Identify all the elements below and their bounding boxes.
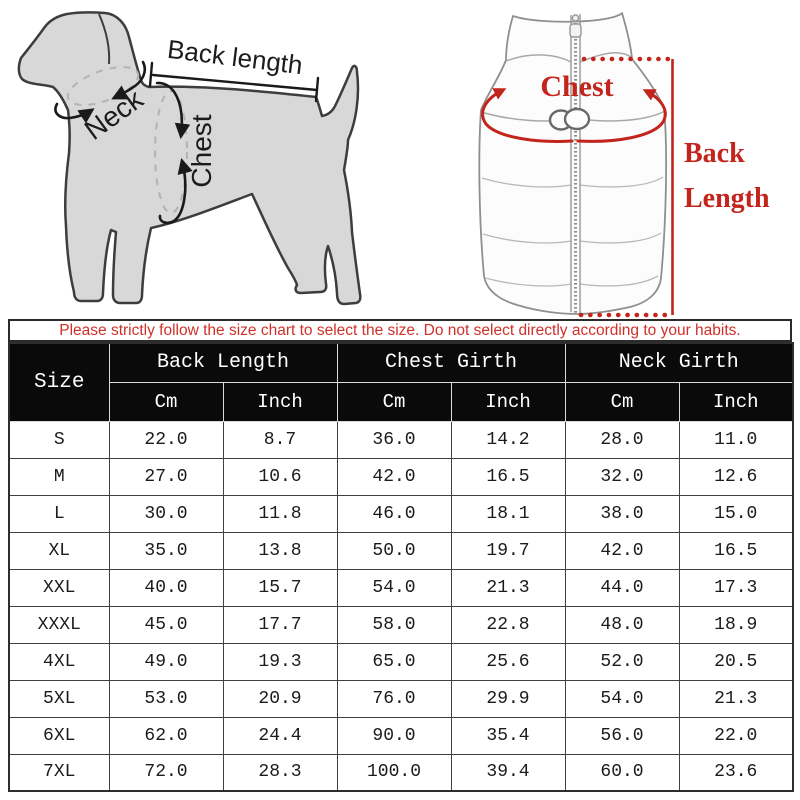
value-cell: 28.3 bbox=[223, 754, 337, 791]
value-cell: 35.4 bbox=[451, 717, 565, 754]
value-cell: 35.0 bbox=[109, 532, 223, 569]
value-cell: 76.0 bbox=[337, 680, 451, 717]
size-table-header bbox=[9, 343, 793, 421]
value-cell: 45.0 bbox=[109, 606, 223, 643]
value-cell: 72.0 bbox=[109, 754, 223, 791]
value-cell: 32.0 bbox=[565, 458, 679, 495]
value-cell: 62.0 bbox=[109, 717, 223, 754]
table-row bbox=[9, 495, 793, 532]
value-cell: 16.5 bbox=[679, 532, 793, 569]
size-cell: XXXL bbox=[9, 606, 109, 643]
value-cell: 11.0 bbox=[679, 421, 793, 458]
value-cell: 44.0 bbox=[565, 569, 679, 606]
table-row bbox=[9, 606, 793, 643]
vest-length-label: Length bbox=[684, 183, 770, 214]
size-cell: L bbox=[9, 495, 109, 532]
dog-neck-label: Neck bbox=[78, 83, 149, 146]
value-cell: 28.0 bbox=[565, 421, 679, 458]
value-cell: 58.0 bbox=[337, 606, 451, 643]
size-selection-notice bbox=[8, 319, 792, 342]
vest-sketch bbox=[479, 13, 672, 315]
zipper-slider bbox=[570, 24, 581, 37]
measurement-diagram bbox=[0, 0, 800, 320]
value-cell: 22.0 bbox=[109, 421, 223, 458]
header-unit-inch: Inch bbox=[679, 382, 793, 421]
value-cell: 17.7 bbox=[223, 606, 337, 643]
size-table bbox=[8, 342, 794, 792]
table-row bbox=[9, 458, 793, 495]
size-cell: 7XL bbox=[9, 754, 109, 791]
value-cell: 25.6 bbox=[451, 643, 565, 680]
value-cell: 90.0 bbox=[337, 717, 451, 754]
value-cell: 11.8 bbox=[223, 495, 337, 532]
table-row bbox=[9, 569, 793, 606]
vest-back-label: Back bbox=[684, 138, 745, 169]
table-row bbox=[9, 717, 793, 754]
value-cell: 19.7 bbox=[451, 532, 565, 569]
value-cell: 36.0 bbox=[337, 421, 451, 458]
header-neck-girth: Neck Girth bbox=[565, 343, 793, 382]
value-cell: 46.0 bbox=[337, 495, 451, 532]
value-cell: 54.0 bbox=[337, 569, 451, 606]
value-cell: 65.0 bbox=[337, 643, 451, 680]
value-cell: 42.0 bbox=[337, 458, 451, 495]
value-cell: 20.9 bbox=[223, 680, 337, 717]
value-cell: 27.0 bbox=[109, 458, 223, 495]
value-cell: 40.0 bbox=[109, 569, 223, 606]
value-cell: 48.0 bbox=[565, 606, 679, 643]
size-cell: 5XL bbox=[9, 680, 109, 717]
value-cell: 10.6 bbox=[223, 458, 337, 495]
value-cell: 17.3 bbox=[679, 569, 793, 606]
zipper-pull bbox=[573, 15, 579, 21]
value-cell: 39.4 bbox=[451, 754, 565, 791]
value-cell: 8.7 bbox=[223, 421, 337, 458]
value-cell: 15.0 bbox=[679, 495, 793, 532]
header-back-length: Back Length bbox=[109, 343, 337, 382]
value-cell: 50.0 bbox=[337, 532, 451, 569]
table-row bbox=[9, 421, 793, 458]
value-cell: 23.6 bbox=[679, 754, 793, 791]
header-unit-cm: Cm bbox=[565, 382, 679, 421]
value-cell: 42.0 bbox=[565, 532, 679, 569]
value-cell: 53.0 bbox=[109, 680, 223, 717]
value-cell: 14.2 bbox=[451, 421, 565, 458]
value-cell: 16.5 bbox=[451, 458, 565, 495]
size-cell: 4XL bbox=[9, 643, 109, 680]
value-cell: 38.0 bbox=[565, 495, 679, 532]
notice-text: Please strictly follow the size chart to select the size. Do not select directly according to your habits. bbox=[59, 321, 741, 339]
size-cell: XL bbox=[9, 532, 109, 569]
value-cell: 29.9 bbox=[451, 680, 565, 717]
header-unit-inch: Inch bbox=[451, 382, 565, 421]
table-row bbox=[9, 643, 793, 680]
header-unit-inch: Inch bbox=[223, 382, 337, 421]
value-cell: 22.0 bbox=[679, 717, 793, 754]
value-cell: 18.9 bbox=[679, 606, 793, 643]
header-size: Size bbox=[9, 343, 109, 421]
value-cell: 19.3 bbox=[223, 643, 337, 680]
value-cell: 18.1 bbox=[451, 495, 565, 532]
value-cell: 20.5 bbox=[679, 643, 793, 680]
value-cell: 21.3 bbox=[679, 680, 793, 717]
value-cell: 54.0 bbox=[565, 680, 679, 717]
d-ring-buckle bbox=[550, 109, 589, 130]
header-unit-cm: Cm bbox=[109, 382, 223, 421]
size-cell: XXL bbox=[9, 569, 109, 606]
size-cell: S bbox=[9, 421, 109, 458]
vest-chest-label: Chest bbox=[540, 70, 614, 103]
size-cell: 6XL bbox=[9, 717, 109, 754]
table-row bbox=[9, 754, 793, 791]
value-cell: 22.8 bbox=[451, 606, 565, 643]
value-cell: 15.7 bbox=[223, 569, 337, 606]
size-cell: M bbox=[9, 458, 109, 495]
value-cell: 100.0 bbox=[337, 754, 451, 791]
value-cell: 49.0 bbox=[109, 643, 223, 680]
value-cell: 30.0 bbox=[109, 495, 223, 532]
value-cell: 52.0 bbox=[565, 643, 679, 680]
value-cell: 60.0 bbox=[565, 754, 679, 791]
value-cell: 12.6 bbox=[679, 458, 793, 495]
table-row bbox=[9, 532, 793, 569]
dog-chest-label: Chest bbox=[186, 114, 217, 188]
value-cell: 56.0 bbox=[565, 717, 679, 754]
table-row bbox=[9, 680, 793, 717]
header-unit-cm: Cm bbox=[337, 382, 451, 421]
dog-back-length-label: Back length bbox=[165, 33, 305, 81]
value-cell: 13.8 bbox=[223, 532, 337, 569]
header-chest-girth: Chest Girth bbox=[337, 343, 565, 382]
value-cell: 24.4 bbox=[223, 717, 337, 754]
value-cell: 21.3 bbox=[451, 569, 565, 606]
dog-and-vest-illustration bbox=[0, 0, 800, 320]
size-table-body bbox=[9, 421, 793, 791]
